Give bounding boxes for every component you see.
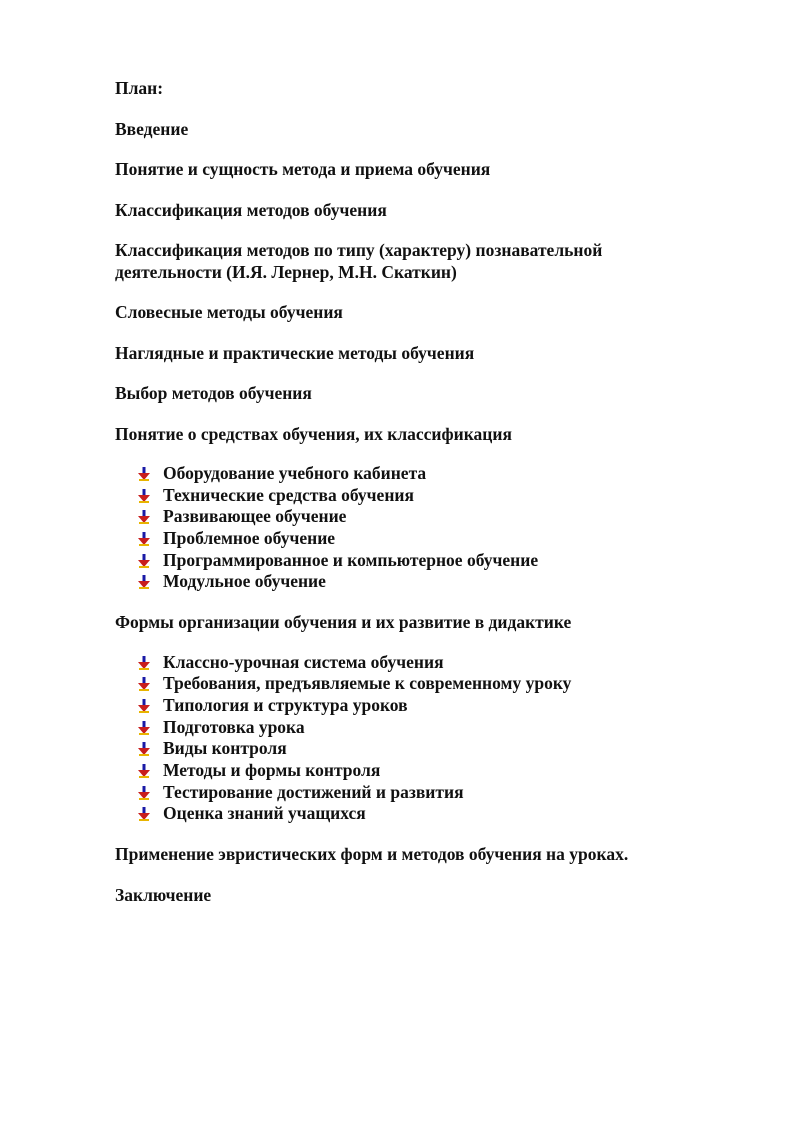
list-item-text: Модульное обучение (163, 571, 326, 592)
document-content (115, 78, 675, 925)
list-item-text: Проблемное обучение (163, 528, 336, 549)
list-item (115, 571, 675, 593)
list-item-text: Требования, предъявляемые к современному уроку (163, 673, 572, 694)
arrow-down-bullet-icon (138, 554, 150, 568)
list-item (115, 738, 675, 760)
list-item (115, 550, 675, 572)
list-item (115, 803, 675, 825)
list-item-text: Оборудование учебного кабинета (163, 463, 427, 483)
list-item-text: Развивающее обучение (163, 506, 347, 527)
plan-heading: Понятие и сущность метода и приема обучения (115, 159, 491, 179)
arrow-down-bullet-icon (138, 575, 150, 589)
plan-heading: Классификация методов обучения (115, 199, 387, 220)
plan-heading: Применение эвристических форм и методов обучения на уроках. (115, 844, 629, 865)
plan-heading: Понятие о средствах обучения, их классификация (115, 423, 512, 444)
list-item-text: Технические средства обучения (163, 484, 414, 505)
list-item (115, 485, 675, 507)
plan-heading: Формы организации обучения и их развитие в дидактике (115, 612, 572, 633)
list-item (115, 695, 675, 717)
arrow-down-bullet-icon (138, 677, 150, 691)
arrow-down-bullet-icon (138, 721, 150, 735)
arrow-down-bullet-icon (138, 656, 150, 670)
arrow-down-bullet-icon (138, 467, 150, 481)
plan-heading: Словесные методы обучения (115, 302, 343, 322)
list-item-text: Виды контроля (163, 738, 287, 759)
arrow-down-bullet-icon (138, 699, 150, 713)
list-item (115, 463, 675, 485)
list-item (115, 717, 675, 739)
plan-heading: Введение (115, 118, 189, 139)
list-item (115, 782, 675, 804)
list-item (115, 506, 675, 528)
list-item (115, 673, 675, 695)
list-item-text: Типология и структура уроков (163, 695, 408, 715)
bullet-list (115, 463, 675, 593)
plan-heading: Выбор методов обучения (115, 383, 312, 403)
list-item (115, 760, 675, 782)
bullet-list (115, 652, 675, 826)
arrow-down-bullet-icon (138, 489, 150, 503)
arrow-down-bullet-icon (138, 742, 150, 756)
plan-heading: Классификация методов по типу (характеру) познавательной деятельности (И.Я. Лернер, М.Н. Скаткин) (115, 240, 603, 282)
list-item-text: Классно-урочная система обучения (163, 651, 444, 672)
list-item (115, 528, 675, 550)
list-item-text: Тестирование достижений и развития (163, 781, 464, 802)
list-item-text: Подготовка урока (163, 716, 305, 737)
arrow-down-bullet-icon (138, 532, 150, 546)
arrow-down-bullet-icon (138, 786, 150, 800)
plan-title: План: (115, 78, 164, 98)
arrow-down-bullet-icon (138, 807, 150, 821)
list-item-text: Программированное и компьютерное обучение (163, 549, 539, 570)
list-item-text: Оценка знаний учащихся (163, 803, 366, 824)
list-item (115, 652, 675, 674)
arrow-down-bullet-icon (138, 764, 150, 778)
plan-items (115, 119, 675, 907)
list-item-text: Методы и формы контроля (163, 760, 381, 781)
plan-heading: Заключение (115, 884, 212, 905)
plan-heading: Наглядные и практические методы обучения (115, 342, 475, 363)
arrow-down-bullet-icon (138, 510, 150, 524)
